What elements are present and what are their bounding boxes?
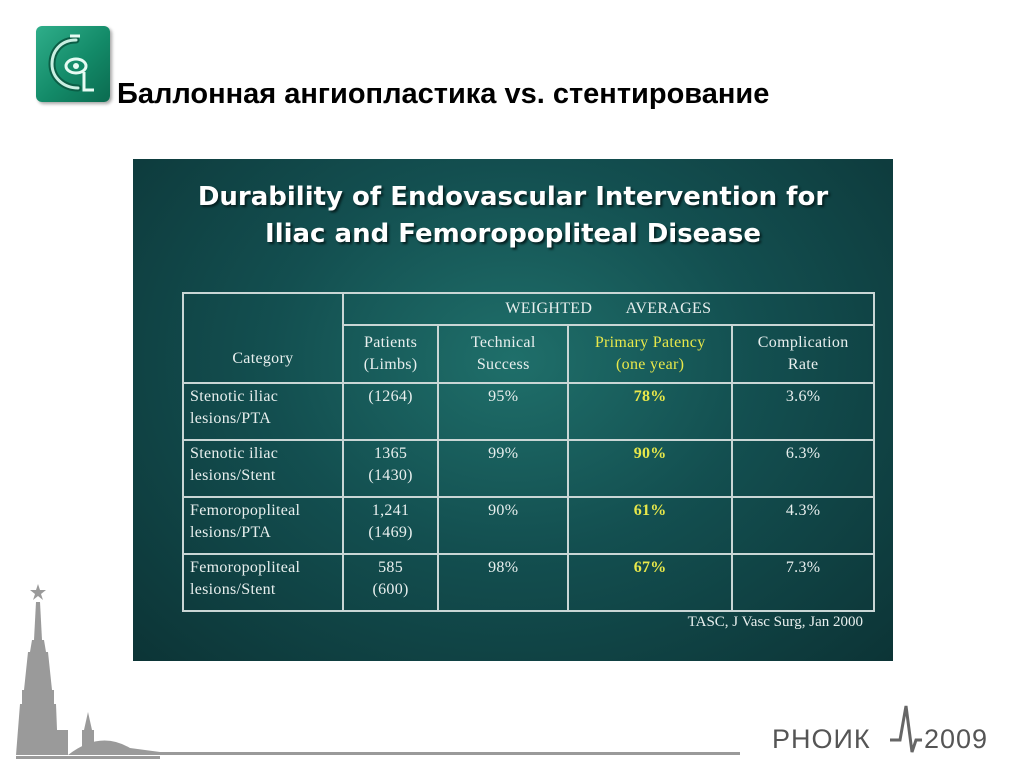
brand-name: РНОИК	[772, 724, 871, 754]
patients-cell: 1,241 (1469)	[343, 497, 439, 554]
complication-rate-cell: 7.3%	[732, 554, 874, 611]
primary-patency-cell: 78%	[568, 383, 732, 440]
primary-patency-cell: 61%	[568, 497, 732, 554]
category-cell: Stenotic iliac lesions/PTA	[183, 383, 343, 440]
column-header-complication-rate: Complication Rate	[732, 325, 874, 383]
category-cell: Femoropopliteal lesions/Stent	[183, 554, 343, 611]
patients-cell: (1264)	[343, 383, 439, 440]
category-cell: Femoropopliteal lesions/PTA	[183, 497, 343, 554]
logo-icon	[36, 26, 110, 102]
table-row	[183, 440, 874, 497]
column-header-patients: Patients (Limbs)	[343, 325, 439, 383]
table-row	[183, 497, 874, 554]
primary-patency-cell: 67%	[568, 554, 732, 611]
column-header-primary-patency: Primary Patency (one year)	[568, 325, 732, 383]
source-citation: TASC, J Vasc Surg, Jan 2000	[687, 614, 863, 630]
brand-year: 2009	[924, 724, 989, 754]
patients-cell: 585 (600)	[343, 554, 439, 611]
technical-success-cell: 98%	[438, 554, 568, 611]
complication-rate-cell: 4.3%	[732, 497, 874, 554]
category-header: Category	[183, 293, 343, 383]
primary-patency-cell: 90%	[568, 440, 732, 497]
table-header-row	[183, 293, 874, 325]
technical-success-cell: 90%	[438, 497, 568, 554]
technical-success-cell: 99%	[438, 440, 568, 497]
slide-title-line-1: Durability of Endovascular Intervention for	[197, 182, 829, 212]
patients-cell: 1365 (1430)	[343, 440, 439, 497]
data-table	[182, 292, 875, 612]
technical-success-cell: 95%	[438, 383, 568, 440]
complication-rate-cell: 3.6%	[732, 383, 874, 440]
column-header-technical-success: Technical Success	[438, 325, 568, 383]
weighted-averages-header: WEIGHTED AVERAGES	[343, 293, 874, 325]
complication-rate-cell: 6.3%	[732, 440, 874, 497]
page-title: Баллонная ангиопластика vs. стентирование	[117, 78, 770, 110]
slide-title	[133, 179, 893, 253]
kremlin-tower-icon	[0, 580, 760, 768]
slide-title-line-2: Iliac and Femoropopliteal Disease	[265, 219, 761, 249]
table-row	[183, 383, 874, 440]
category-cell: Stenotic iliac lesions/Stent	[183, 440, 343, 497]
